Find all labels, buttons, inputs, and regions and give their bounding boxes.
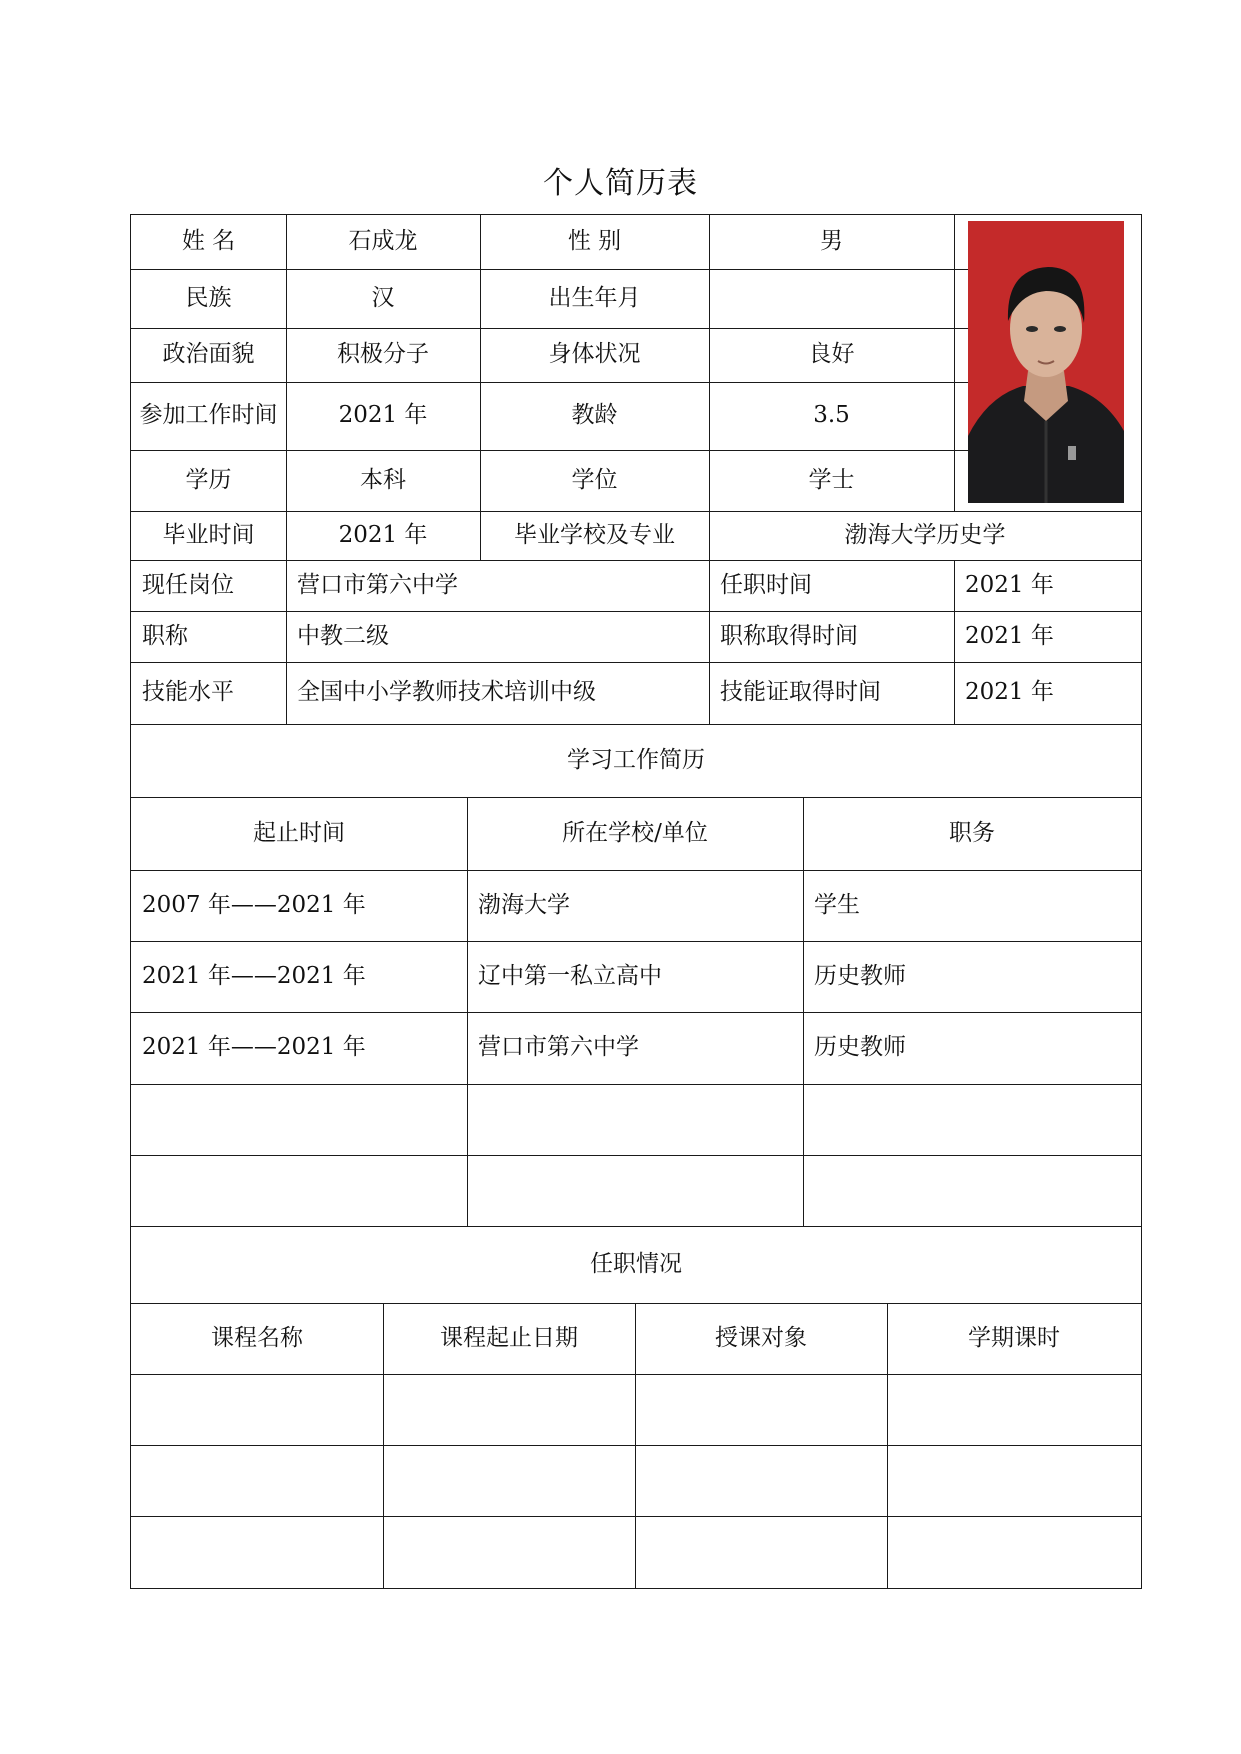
history-header-period: 起止时间	[253, 819, 345, 846]
teaching-row-3-course	[131, 1516, 383, 1588]
history-section-title: 学习工作简历	[567, 746, 705, 773]
page-title: 个人简历表	[543, 166, 698, 201]
history-row-4-role	[803, 1084, 1141, 1155]
history-row-2-unit: 辽中第一私立高中	[478, 962, 662, 989]
teaching-row-1-hours	[887, 1374, 1141, 1445]
title-rank-time-label: 职称取得时间	[720, 622, 858, 649]
politics-value: 积极分子	[337, 341, 429, 368]
teaching-header-audience: 授课对象	[715, 1324, 807, 1351]
title-rank-value: 中教二级	[297, 622, 389, 649]
history-row-5-role	[803, 1155, 1141, 1226]
grad-time-value: 2021 年	[338, 521, 428, 548]
teaching-row-2-hours	[887, 1445, 1141, 1516]
title-rank-label: 职称	[142, 622, 188, 649]
grad-time-label: 毕业时间	[162, 521, 255, 548]
teaching-row-3-dates	[383, 1516, 635, 1588]
history-row-3-role: 历史教师	[814, 1034, 906, 1061]
skill-time-label: 技能证取得时间	[720, 679, 881, 706]
skill-value: 全国中小学教师技术培训中级	[297, 679, 596, 706]
portrait-image	[968, 221, 1124, 503]
history-row-3-period: 2021 年——2021 年	[142, 1034, 366, 1061]
school-major-label: 毕业学校及专业	[514, 521, 675, 548]
title-rank-time-value: 2021 年	[965, 622, 1054, 649]
teaching-row-2-audience	[635, 1445, 887, 1516]
skill-label: 技能水平	[142, 679, 234, 706]
name-label: 姓 名	[181, 228, 236, 255]
gender-value: 男	[820, 228, 843, 255]
teaching-years-value: 3.5	[813, 402, 850, 429]
history-header-role: 职务	[949, 819, 995, 846]
gender-label: 性 别	[567, 228, 622, 255]
history-row-3-unit: 营口市第六中学	[478, 1034, 639, 1061]
teaching-years-label: 教龄	[571, 402, 618, 429]
history-row-1-period: 2007 年——2021 年	[142, 891, 366, 918]
history-row-2-period: 2021 年——2021 年	[142, 962, 366, 989]
teaching-header-hours: 学期课时	[968, 1324, 1060, 1351]
history-row-1-role: 学生	[814, 891, 860, 918]
health-label: 身体状况	[548, 341, 641, 368]
teaching-row-1-dates	[383, 1374, 635, 1445]
education-label: 学历	[185, 466, 232, 493]
position-value: 营口市第六中学	[297, 571, 458, 598]
teaching-section-title: 任职情况	[590, 1250, 682, 1277]
politics-label: 政治面貌	[162, 341, 255, 368]
teaching-row-2-course	[131, 1445, 383, 1516]
position-time-label: 任职时间	[720, 571, 812, 598]
position-label: 现任岗位	[142, 571, 234, 598]
history-row-4-period	[131, 1084, 467, 1155]
position-time-value: 2021 年	[965, 571, 1054, 598]
education-value: 本科	[360, 466, 406, 493]
birth-label: 出生年月	[548, 284, 641, 311]
resume-table	[130, 214, 1142, 1589]
health-value: 良好	[808, 341, 855, 368]
degree-label: 学位	[571, 466, 618, 493]
teaching-row-1-course	[131, 1374, 383, 1445]
teaching-header-dates: 课程起止日期	[440, 1324, 578, 1351]
school-major-value: 渤海大学历史学	[844, 521, 1006, 548]
teaching-row-1-audience	[635, 1374, 887, 1445]
ethnicity-label: 民族	[185, 284, 232, 311]
degree-value: 学士	[808, 466, 855, 493]
work-start-value: 2021 年	[338, 402, 428, 429]
history-row-5-unit	[467, 1155, 803, 1226]
teaching-header-course: 课程名称	[211, 1324, 303, 1351]
teaching-row-3-audience	[635, 1516, 887, 1588]
history-row-2-role: 历史教师	[814, 962, 906, 989]
name-value: 石成龙	[348, 228, 418, 255]
birth-value	[709, 269, 954, 328]
skill-time-value: 2021 年	[965, 679, 1054, 706]
profile-photo	[968, 221, 1124, 503]
history-row-4-unit	[467, 1084, 803, 1155]
history-header-unit: 所在学校/单位	[562, 819, 708, 846]
ethnicity-value: 汉	[371, 284, 395, 311]
work-start-label: 参加工作时间	[139, 402, 278, 429]
history-row-1-unit: 渤海大学	[478, 891, 570, 918]
history-row-5-period	[131, 1155, 467, 1226]
teaching-row-2-dates	[383, 1445, 635, 1516]
teaching-row-3-hours	[887, 1516, 1141, 1588]
